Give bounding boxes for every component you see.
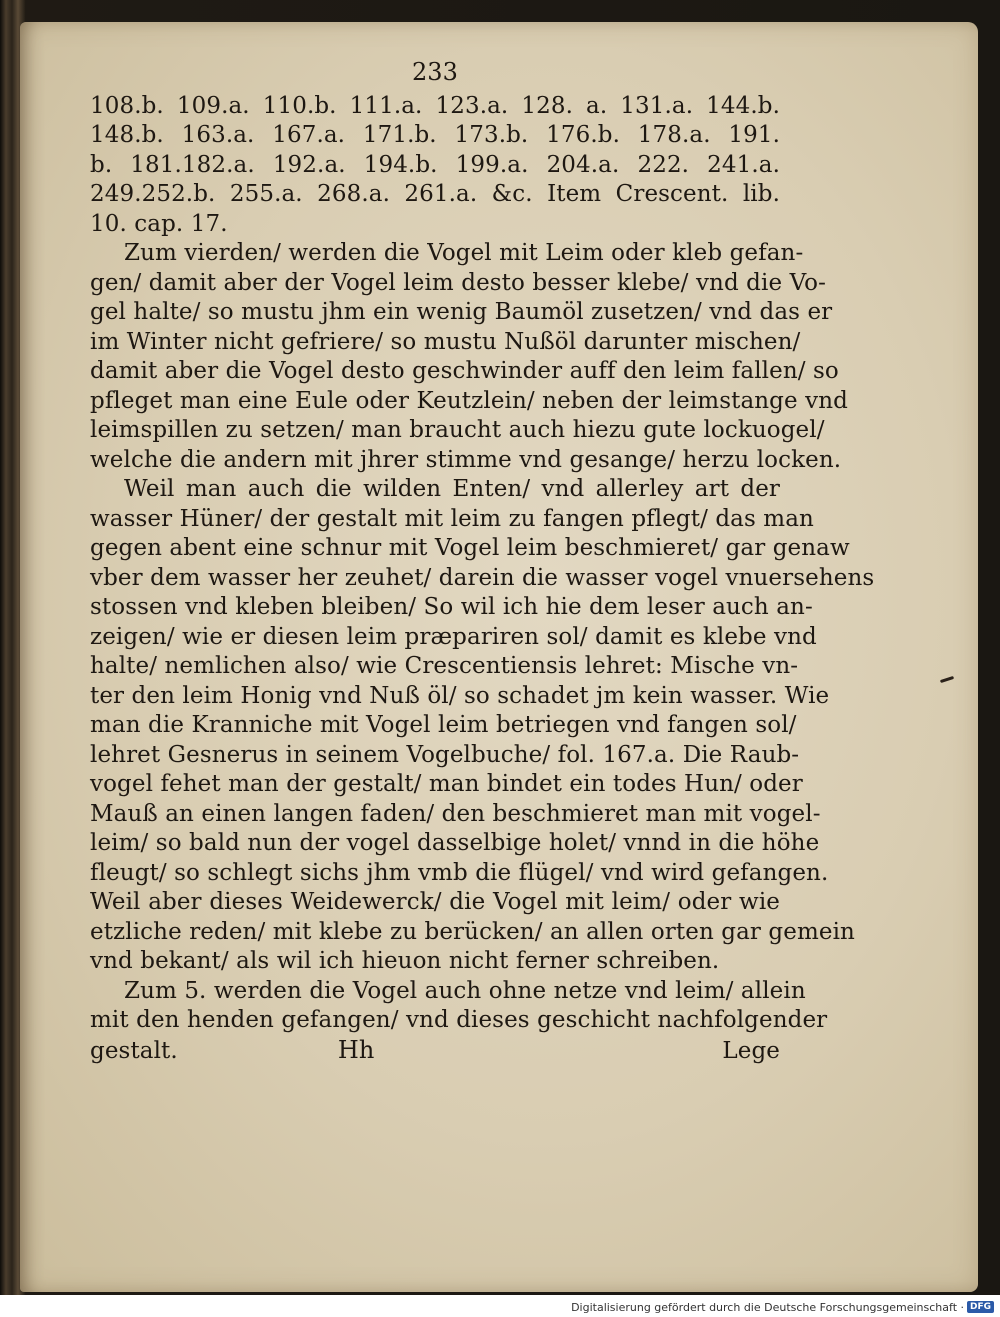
signature-mark: Hh [337, 1035, 375, 1064]
text-line: man die Kranniche mit Vogel leim betriegen vnd fangen sol/ [90, 712, 797, 738]
text-line: mit den henden gefangen/ vnd dieses geschicht nachfolgender [90, 1007, 828, 1033]
text-line: stossen vnd kleben bleiben/ So wil ich hie dem leser auch an- [90, 594, 813, 620]
text-line: pfleget man eine Eule oder Keutzlein/ neben der leimstange vnd [90, 387, 848, 414]
last-line-with-signature [90, 1036, 780, 1067]
text-line: ter den leim Honig vnd Nuß öl/ so schadet jm kein wasser. Wie [90, 682, 830, 709]
paragraph-first-line: Zum vierden/ werden die Vogel mit Leim oder kleb gefan- [124, 240, 804, 266]
text-line: im Winter nicht gefriere/ so mustu Nußöl darunter mischen/ [90, 328, 801, 355]
paragraph-first-line: Weil man auch die wilden Enten/ vnd allerley art der [124, 476, 780, 502]
text-line: wasser Hüner/ der gestalt mit leim zu fangen pflegt/ das man [90, 505, 814, 532]
text-line: gel halte/ so mustu jhm ein wenig Baumöl zusetzen/ vnd das er [90, 299, 833, 325]
text-line: vber dem wasser her zeuhet/ darein die wasser vogel vnuersehens [90, 564, 875, 591]
text-line: fleugt/ so schlegt sichs jhm vmb die flügel/ vnd wird gefangen. [90, 859, 829, 886]
paragraph-first-line: Zum 5. werden die Vogel auch ohne netze vnd leim/ allein [124, 977, 806, 1004]
text-line: etzliche reden/ mit klebe zu berücken/ an allen orten gar gemein [90, 918, 855, 945]
text-line: leim/ so bald nun der vogel dasselbige holet/ vnnd in die höhe [90, 830, 820, 856]
text-line: damit aber die Vogel desto geschwinder auff den leim fallen/ so [90, 358, 839, 384]
text-line: gen/ damit aber der Vogel leim desto besser klebe/ vnd die Vo- [90, 269, 827, 296]
text-line: halte/ nemlichen also/ wie Crescentiensis lehret: Mische vn- [90, 653, 799, 679]
footer-credit-text: Digitalisierung gefördert durch die Deutsche Forschungsgemeinschaft · [571, 1301, 964, 1314]
text-line: zeigen/ wie er diesen leim præpariren sol/ damit es klebe vnd [90, 623, 817, 650]
text-line: Weil aber dieses Weidewerck/ die Vogel mit leim/ oder wie [90, 889, 780, 915]
text-line: b. 181.182.a. 192.a. 194.b. 199.a. 204.a. 222. 241.a. [90, 151, 780, 178]
text-line: vogel fehet man der gestalt/ man bindet ein todes Hun/ oder [90, 771, 803, 797]
text-line: leimspillen zu setzen/ man braucht auch hiezu gute lockuogel/ [90, 417, 825, 443]
text-line: lehret Gesnerus in seinem Vogelbuche/ fol. 167.a. Die Raub- [90, 741, 800, 768]
text-line: gestalt. [90, 1037, 178, 1064]
text-line: gegen abent eine schnur mit Vogel leim beschmieret/ gar genaw [90, 535, 850, 561]
text-line: 249.252.b. 255.a. 268.a. 261.a. &c. Item Crescent. lib. [90, 181, 780, 207]
text-line: Mauß an einen langen faden/ den beschmieret man mit vogel- [90, 800, 821, 827]
catchword: Lege [722, 1037, 780, 1064]
page-number: 233 [411, 58, 459, 86]
dfg-logo-icon: DFG [967, 1301, 994, 1313]
text-line: 10. cap. 17. [90, 210, 228, 237]
text-line: 148.b. 163.a. 167.a. 171.b. 173.b. 176.b. 178.a. 191. [90, 122, 780, 148]
text-line: vnd bekant/ als wil ich hieuon nicht ferner schreiben. [90, 948, 720, 974]
page-text-block [90, 58, 875, 1066]
text-line: welche die andern mit jhrer stimme vnd gesange/ herzu locken. [90, 446, 842, 473]
text-line: 108.b. 109.a. 110.b. 111.a. 123.a. 128. a. 131.a. 144.b. [90, 92, 780, 119]
